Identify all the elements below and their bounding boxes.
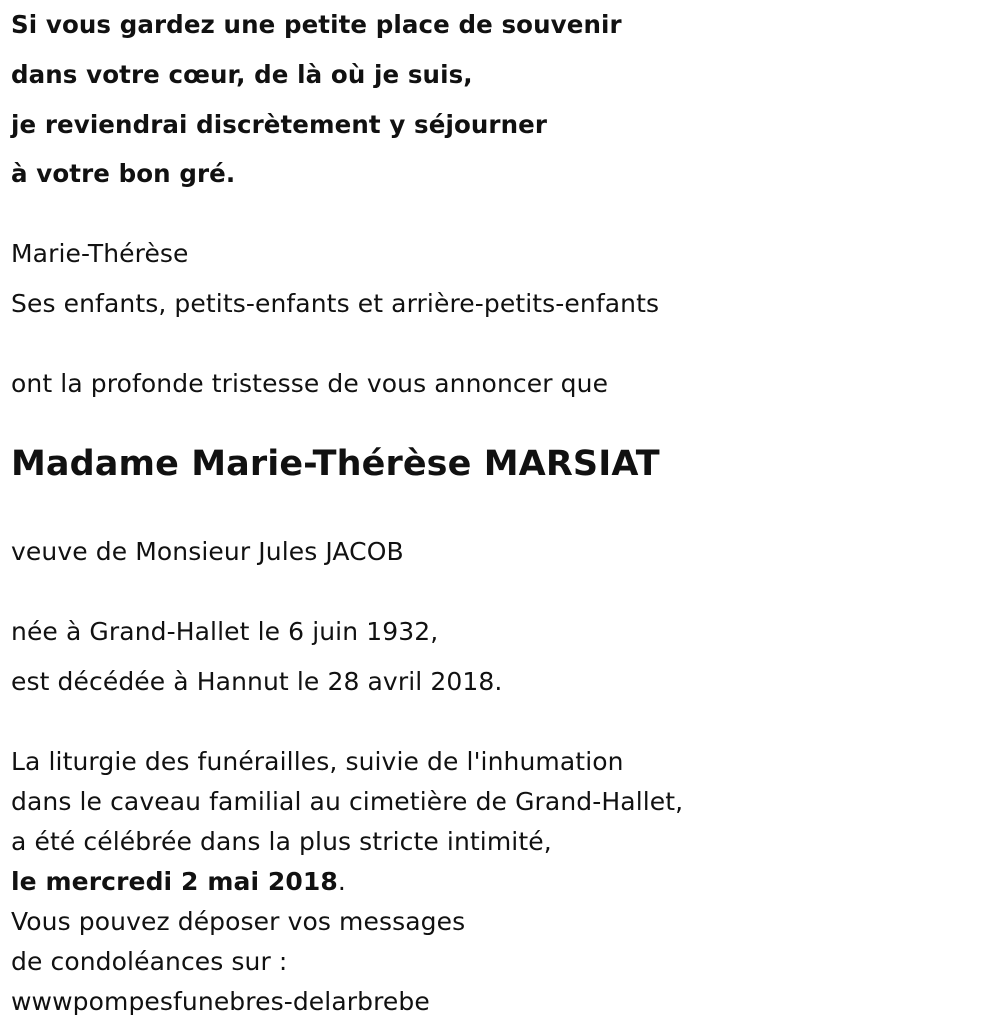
poem-line-1: Si vous gardez une petite place de souvenir — [11, 10, 622, 39]
funeral-line-3: a été célébrée dans la plus stricte intimité, — [11, 827, 552, 856]
condolences-line-1: Vous pouvez déposer vos messages — [11, 907, 466, 936]
funeral-date-suffix: . — [337, 867, 346, 896]
widow-of-line: veuve de Monsieur Jules JACOB — [11, 537, 404, 566]
funeral-line-1: La liturgie des funérailles, suivie de l'inhumation — [11, 747, 624, 776]
descendants-line: Ses enfants, petits-enfants et arrière-petits-enfants — [11, 289, 660, 318]
deceased-name: Madame Marie-Thérèse MARSIAT — [11, 444, 660, 484]
spouse-name: Marie-Thérèse — [11, 239, 189, 268]
birth-line: née à Grand-Hallet le 6 juin 1932, — [11, 617, 439, 646]
funeral-date-line — [11, 866, 346, 898]
announcement-line: ont la profonde tristesse de vous annoncer que — [11, 369, 609, 398]
death-line: est décédée à Hannut le 28 avril 2018. — [11, 667, 503, 696]
poem-line-2: dans votre cœur, de là où je suis, — [11, 60, 473, 89]
funeral-line-2: dans le caveau familial au cimetière de Grand-Hallet, — [11, 787, 684, 816]
condolences-website: wwwpompesfunebres-delarbrebe — [11, 987, 430, 1016]
condolences-line-2: de condoléances sur : — [11, 947, 288, 976]
poem-line-3: je reviendrai discrètement y séjourner — [11, 110, 548, 139]
funeral-date: le mercredi 2 mai 2018 — [11, 867, 338, 896]
poem-line-4: à votre bon gré. — [11, 159, 236, 188]
